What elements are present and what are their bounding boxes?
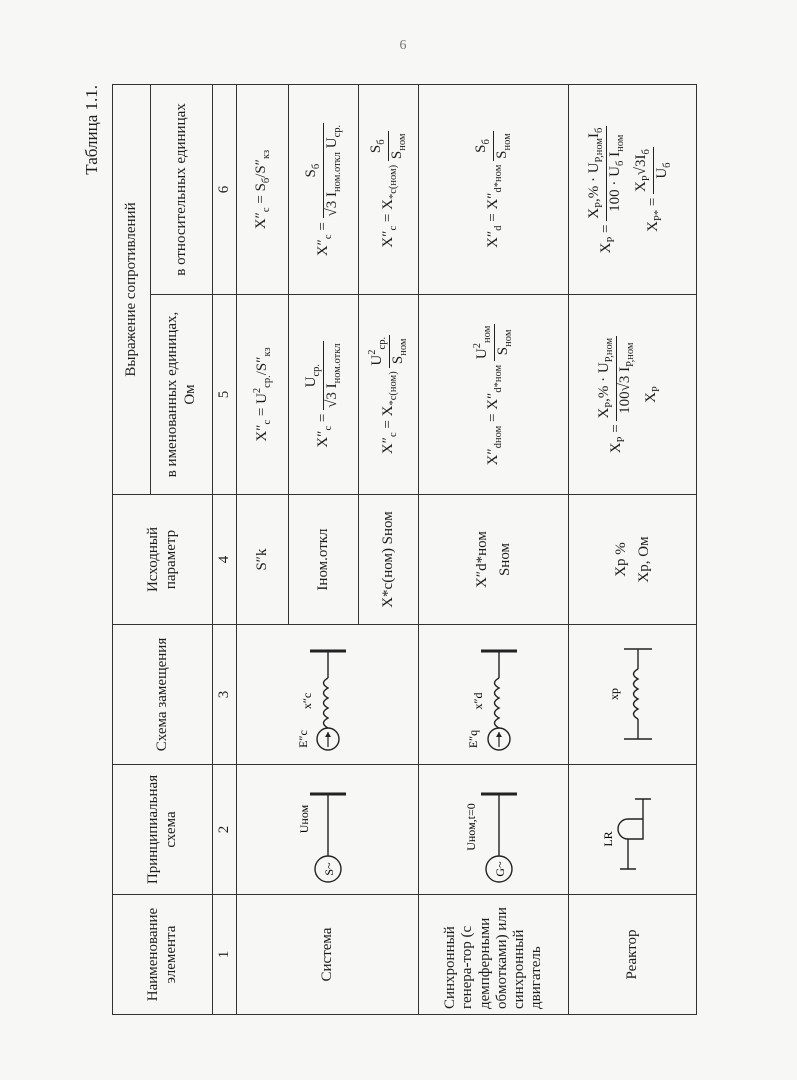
system-voltage-label: Uном [296, 804, 311, 834]
table-caption: Таблица 1.1. [82, 85, 101, 175]
column-number: 2 [213, 765, 237, 895]
table-row-generator [419, 85, 569, 1015]
table-row-reactor [569, 85, 697, 1015]
reactor-relative-formula: $X_Р$ = $X_Р,\% \cdot U_{Р,ном}I_б$ $100 \cdot U_б$ $I_{ном}$ $X_{Р*}$ = $X_Р√3I_б$ $U_б$ [569, 85, 697, 295]
reactor-named-formula-2: $X_Р$ [643, 386, 663, 403]
system-relative-formula-2: $X''_с$ = $S_б$ √3 $I_{ном.откл}$ $U_{ср.}$ [289, 85, 359, 295]
system-named-formula-3: $X''_с = X_{*с(ном)}$ $U^2_{ср.}$ $S_{ном}$ [359, 295, 419, 495]
reactor-params [569, 495, 697, 625]
generator-params [419, 495, 569, 625]
system-source-label: S~ [321, 862, 336, 876]
system-named-formula-2: $X''_с$ = $U_{ср.}$ √3 $I_{ном.откл}$ [289, 295, 359, 495]
header-element-name: Наименование элемента [113, 895, 213, 1015]
reactor-named-formula: $X_Р$ = $X_Р,\% \cdot U_{Р,ном}$ 100√3 $I_{Р,ном}$ $X_Р$ [569, 295, 697, 495]
generator-principal-scheme [419, 765, 569, 895]
system-param-xc: X*с(ном) Sном [359, 495, 419, 625]
generator-equivalent-scheme [419, 625, 569, 765]
system-reactance-label: x″с [299, 692, 314, 710]
element-name-reactor: Реактор [569, 895, 697, 1015]
generator-named-formula: $X''_{dном} = X''_{d*ном}$ $U^2_{ном}$ $S_{ном}$ [419, 295, 569, 495]
reactor-param-percent: Xр % [612, 542, 629, 577]
generator-param-xd: X″d*ном [473, 531, 490, 588]
element-name-generator: Синхронный генера-тор (с демпферными обмотками) или синхронный двигатель [419, 895, 569, 1015]
table-row-system [237, 85, 289, 1015]
reactor-principal-scheme [569, 765, 697, 895]
generator-relative-formula: $X''_d = X''_{d*ном}$ $S_б$ $S_{ном}$ [419, 85, 569, 295]
rotated-table-container [82, 85, 673, 1015]
page-number: 6 [399, 38, 407, 53]
header-named-units: в именованных единицах, Ом [151, 295, 213, 495]
header-principal-scheme: Принципиальная схема [113, 765, 213, 895]
reactor-equivalent-scheme [569, 625, 697, 765]
generator-param-snom: Sном [496, 542, 513, 577]
system-relative-formula-3: $X''_с = X_{*с(ном)}$ $S_б$ $S_{ном}$ [359, 85, 419, 295]
system-equivalent-scheme [237, 625, 419, 765]
header-impedance-expression: Выражение сопротивлений [113, 85, 151, 495]
system-relative-formula-1: $X''_с = S_б/S''_{кз}$ [237, 85, 289, 295]
generator-voltage-label: Uном,t=0 [463, 803, 478, 851]
header-relative-units: в относительных единицах [151, 85, 213, 295]
column-number: 1 [213, 895, 237, 1015]
system-param-sk: S″k [237, 495, 289, 625]
generator-emf-label: E″q [465, 729, 480, 749]
column-number: 4 [213, 495, 237, 625]
generator-source-label: G~ [492, 861, 507, 877]
header-source-parameter: Исходный параметр [113, 495, 213, 625]
header-equivalent-scheme: Схема замещения [113, 625, 213, 765]
system-param-inom: Iном.откл [289, 495, 359, 625]
element-name-system: Система [237, 895, 419, 1015]
column-number-row [213, 85, 237, 1015]
reactor-relative-formula-2: $X_{Р*}$ = $X_Р√3I_б$ $U_б$ [632, 149, 673, 232]
system-emf-label: E″с [295, 730, 310, 748]
column-number: 6 [213, 85, 237, 295]
reactor-param-ohm: Xр, Ом [635, 536, 652, 583]
generator-reactance-label: x″d [470, 692, 485, 710]
system-principal-scheme [237, 765, 419, 895]
system-named-formula-1: $X''_с = U^2_{ср.}/S''_{кз}$ [237, 295, 289, 495]
reactor-reactance-label: xр [606, 688, 621, 700]
column-number: 5 [213, 295, 237, 495]
column-number: 3 [213, 625, 237, 765]
impedance-table [112, 84, 697, 1015]
reactor-label: LR [600, 831, 615, 847]
